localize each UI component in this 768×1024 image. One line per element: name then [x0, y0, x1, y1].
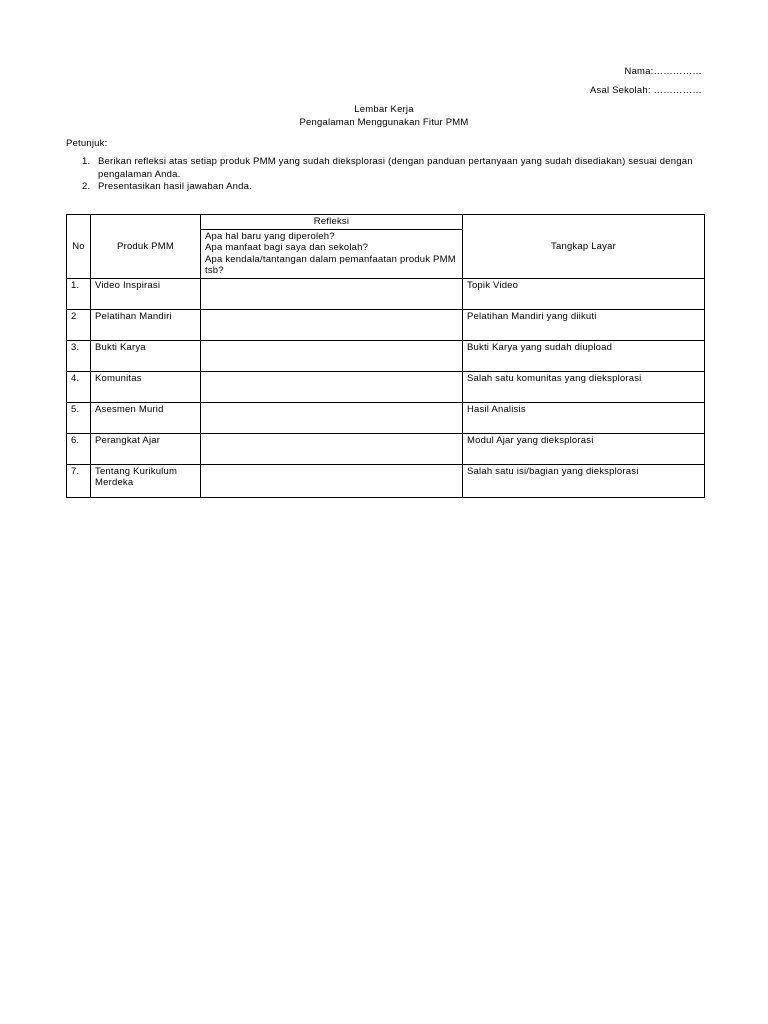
- row-screenshot: Modul Ajar yang dieksplorasi: [463, 433, 705, 464]
- row-product: Bukti Karya: [91, 340, 201, 371]
- row-number: 5.: [67, 402, 91, 433]
- school-field-line: Asal Sekolah: ……………: [589, 85, 702, 96]
- document-title: [0, 104, 768, 129]
- table-row: [67, 340, 705, 371]
- row-product: Tentang Kurikulum Merdeka: [91, 464, 201, 497]
- instruction-number: 2.: [82, 181, 91, 192]
- row-reflection-cell[interactable]: [201, 464, 463, 497]
- reflection-question: Apa manfaat bagi saya dan sekolah?: [205, 242, 369, 253]
- row-reflection-cell[interactable]: [201, 402, 463, 433]
- row-reflection-cell[interactable]: [201, 340, 463, 371]
- header-product: Produk PMM: [91, 215, 201, 279]
- row-product: Asesmen Murid: [91, 402, 201, 433]
- row-product: Perangkat Ajar: [91, 433, 201, 464]
- row-reflection-cell[interactable]: [201, 309, 463, 340]
- table-row: [67, 433, 705, 464]
- row-screenshot: Hasil Analisis: [463, 402, 705, 433]
- reflection-question: Apa kendala/tantangan dalam pemanfaatan produk PMM tsb?: [205, 253, 456, 276]
- reflection-table: [66, 214, 705, 498]
- instruction-item: [66, 156, 703, 181]
- row-reflection-cell[interactable]: [201, 371, 463, 402]
- row-number: 4.: [67, 371, 91, 402]
- instruction-item: [66, 181, 703, 194]
- row-screenshot: Pelatihan Mandiri yang diikuti: [463, 309, 705, 340]
- row-number: 6.: [67, 433, 91, 464]
- table-row: [67, 278, 705, 309]
- table-row: [67, 402, 705, 433]
- row-product: Pelatihan Mandiri: [91, 309, 201, 340]
- row-screenshot: Bukti Karya yang sudah diupload: [463, 340, 705, 371]
- row-number: 3.: [67, 340, 91, 371]
- row-number: 7.: [67, 464, 91, 497]
- instructions-label: Petunjuk:: [66, 138, 108, 149]
- title-line-2: Pengalaman Menggunakan Fitur PMM: [299, 116, 469, 128]
- instruction-text: Presentasikan hasil jawaban Anda.: [98, 181, 252, 192]
- reflection-question: Apa hal baru yang diperoleh?: [205, 230, 335, 242]
- instructions-list: [66, 156, 703, 194]
- row-product: Video Inspirasi: [91, 278, 201, 309]
- title-line-1: Lembar Kerja: [354, 104, 414, 115]
- header-no: No: [67, 215, 91, 279]
- table-row: [67, 371, 705, 402]
- row-number: 1.: [67, 278, 91, 309]
- row-screenshot: Salah satu komunitas yang dieksplorasi: [463, 371, 705, 402]
- row-reflection-cell[interactable]: [201, 433, 463, 464]
- table-row: [67, 464, 705, 497]
- instruction-number: 1.: [82, 156, 91, 167]
- reflection-questions: [201, 229, 463, 278]
- header-screenshot: Tangkap Layar: [463, 215, 705, 279]
- instruction-text: Berikan refleksi atas setiap produk PMM yang sudah dieksplorasi (dengan panduan pertanyaan yang sudah disediakan) sesuai dengan pengalaman Anda.: [98, 156, 693, 180]
- row-product: Komunitas: [91, 371, 201, 402]
- row-screenshot: Topik Video: [463, 278, 705, 309]
- name-field-line: Nama:……………: [624, 66, 702, 77]
- row-reflection-cell[interactable]: [201, 278, 463, 309]
- row-screenshot: Salah satu isi/bagian yang dieksplorasi: [463, 464, 705, 497]
- header-reflection: Refleksi: [201, 215, 463, 230]
- table-row: [67, 309, 705, 340]
- row-number: 2: [67, 309, 91, 340]
